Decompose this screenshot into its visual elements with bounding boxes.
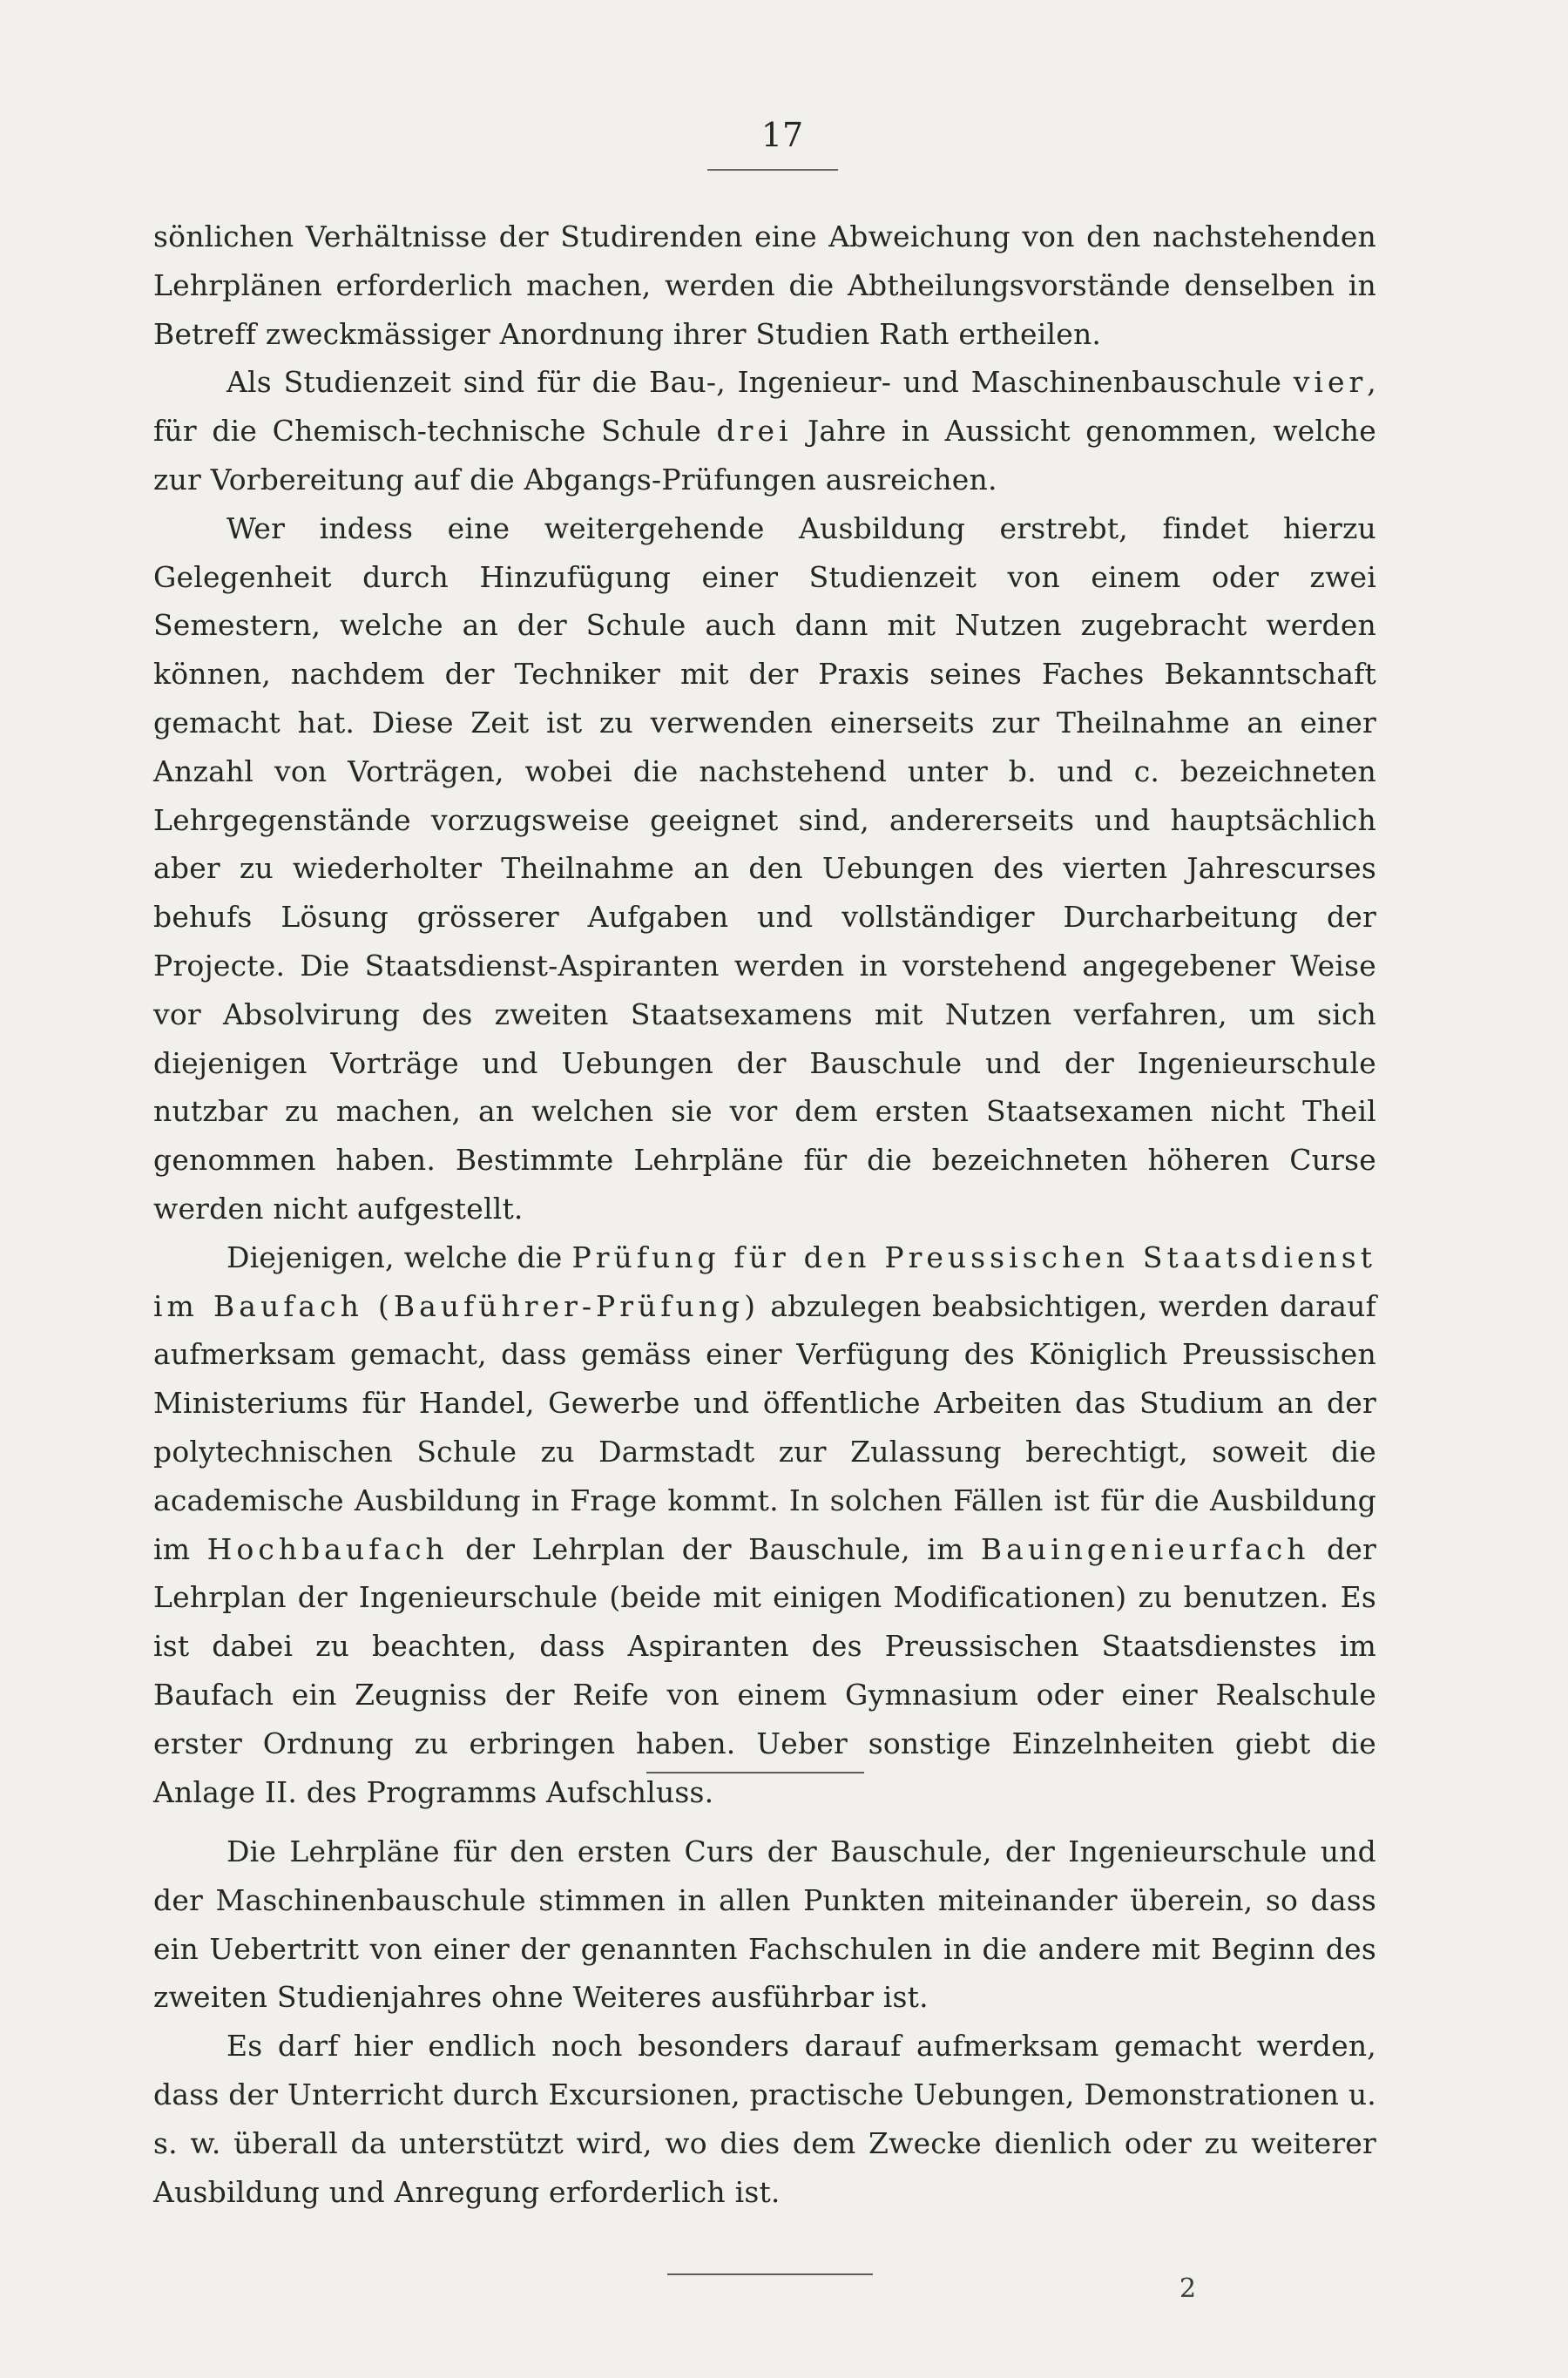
- paragraph-text: Als Studienzeit sind für die Bau-, Ingenieur- und Maschinenbauschule: [226, 365, 1282, 400]
- paragraph-text: Diejenigen, welche die: [226, 1240, 563, 1274]
- emphasis-hochbaufach: Hochbaufach: [206, 1531, 449, 1566]
- closing-divider: [667, 2273, 873, 2275]
- header-rule: [707, 169, 838, 171]
- paragraph-text: der Lehrplan der Ingenieurschule (beide mit einigen Modificationen) zu benutzen. Es ist dabei zu beachten, dass Aspiranten des Preussischen Staatsdienstes im Baufach ein Zeugniss der Reife von einem Gymnasium oder einer Realschule erster Ordnung zu erbringen haben. Ueber sonstige Einzelnheiten giebt die Anlage II. des Programms Aufschluss.: [153, 1531, 1376, 1809]
- emphasis-three: drei: [716, 414, 793, 449]
- paragraph-text: Es darf hier endlich noch besonders darauf aufmerksam gemacht werden, dass der Unterricht durch Excursionen, practische Uebungen, Demonstrationen u. s. w. überall da unterstützt wird, wo dies dem Zwecke dienlich oder zu weiterer Ausbildung und Anregung erforderlich ist.: [153, 2029, 1376, 2209]
- secondary-text-block: [153, 1827, 1376, 2216]
- emphasis-four: vier: [1293, 365, 1368, 400]
- paragraph-text: sönlichen Verhältnisse der Studirenden eine Abweichung von den nachstehenden Lehrplänen erforderlich machen, werden die Abtheilungsvorstände denselben in Betreff zweckmässiger Anordnung ihrer Studien Rath ertheilen.: [153, 220, 1376, 351]
- paragraph-text: Jahre in Aussicht genommen, welche zur Vorbereitung auf die Abgangs-Prüfungen ausreichen.: [153, 414, 1376, 497]
- emphasis-prussian-exam: Prüfung für den Preussischen Staatsdienst im Baufach (Bauführer-Prüfung): [153, 1240, 1376, 1323]
- paragraph-excursions: [153, 2022, 1376, 2216]
- paragraph-text: Die Lehrpläne für den ersten Curs der Bauschule, der Ingenieurschule und der Maschinenbauschule stimmen in allen Punkten miteinander überein, so dass ein Uebertritt von einer der genannten Fachschulen in die andere mit Beginn des zweiten Studienjahres ohne Weiteres ausführbar ist.: [153, 1834, 1376, 2015]
- paragraph-further-education: [153, 504, 1376, 1233]
- emphasis-bauingenieurfach: Bauingenieurfach: [980, 1531, 1310, 1566]
- paragraph-text: abzulegen beabsichtigen, werden darauf aufmerksam gemacht, dass gemäss einer Verfügung des Königlich Preussischen Ministeriums für Handel, Gewerbe und öffentliche Arbeiten das Studium an der polytechnischen Schule zu Darmstadt zur Zulassung berechtigt, soweit die academische Ausbildung in Frage kommt. In solchen Fällen ist für die Ausbildung im: [153, 1288, 1376, 1566]
- paragraph-study-duration: [153, 358, 1376, 503]
- paragraph-curriculum: [153, 1827, 1376, 2022]
- paragraph-continuation: [153, 213, 1376, 358]
- paragraph-text: der Lehrplan der Bauschule, im: [465, 1531, 964, 1566]
- main-text-block: [153, 213, 1376, 1816]
- paragraph-prussian-exam: [153, 1233, 1376, 1817]
- printer-signature-mark: 2: [1179, 2273, 1197, 2304]
- page-number: 17: [760, 116, 804, 154]
- paragraph-text: , für die Chemisch-technische Schule: [153, 365, 1376, 449]
- section-divider: [646, 1772, 864, 1773]
- paragraph-text: Wer indess eine weitergehende Ausbildung erstrebt, findet hierzu Gelegenheit durch Hinzufügung einer Studienzeit von einem oder zwei Semestern, welche an der Schule auch dann mit Nutzen zugebracht werden können, nachdem der Techniker mit der Praxis seines Faches Bekanntschaft gemacht hat. Diese Zeit ist zu verwenden einerseits zur Theilnahme an einer Anzahl von Vorträgen, wobei die nachstehend unter b. und c. bezeichneten Lehrgegenstände vorzugsweise geeignet sind, andererseits und hauptsächlich aber zu wiederholter Theilnahme an den Uebungen des vierten Jahrescurses behufs Lösung grösserer Aufgaben und vollständiger Durcharbeitung der Projecte. Die Staatsdienst-Aspiranten werden in vorstehend angegebener Weise vor Absolvirung des zweiten Staatsexamens mit Nutzen verfahren, um sich diejenigen Vorträge und Uebungen der Bauschule und der Ingenieurschule nutzbar zu machen, an welchen sie vor dem ersten Staatsexamen nicht Theil genommen haben. Bestimmte Lehrpläne für die bezeichneten höheren Curse werden nicht aufgestellt.: [153, 510, 1376, 1226]
